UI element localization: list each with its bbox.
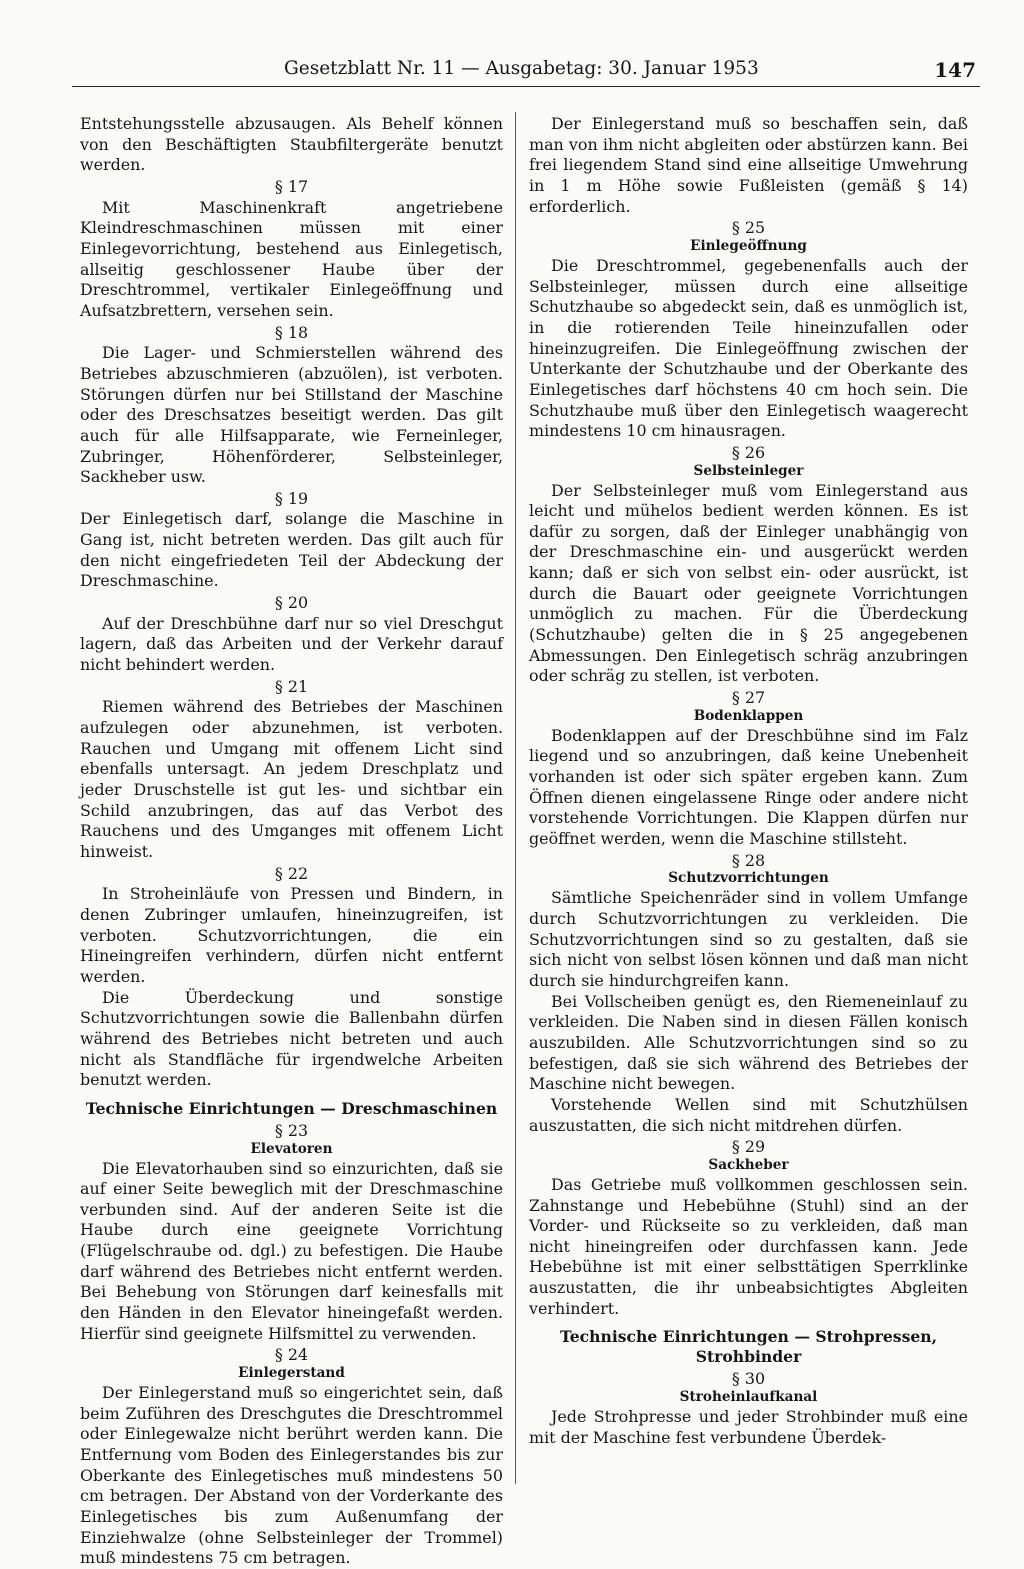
- chapter-heading: Technische Einrichtungen — Strohpressen, Strohbinder: [559, 1327, 938, 1367]
- paragraph: Sämtliche Speichenräder sind in vollem Umfange durch Schutzvorrichtungen zu verkleiden. Die Schutzvorrichtungen sind so zu gestalten, daß sie sich nicht von selbst lösen können und daß man nicht durch sie hindurchgreifen kann.: [529, 888, 968, 990]
- section-number: § 26: [731, 442, 766, 462]
- paragraph: Das Getriebe muß vollkommen geschlossen sein. Zahnstange und Hebebühne (Stuhl) sind an der Vorder- und Rückseite so zu verkleiden, daß man nicht hineingreifen oder durchfassen kann. Jede Hebebühne ist mit einer selbsttätigen Sperrklinke auszustatten, die ihr unbeabsichtigtes Abgleiten verhindert.: [529, 1174, 968, 1318]
- section-title: Bodenklappen: [693, 707, 804, 724]
- section-title: Stroheinlaufkanal: [679, 1389, 818, 1406]
- section-number: § 27: [731, 688, 766, 708]
- section-number: § 29: [731, 1137, 766, 1157]
- section-number: § 22: [274, 863, 309, 883]
- section-title: Einlegerstand: [238, 1365, 345, 1382]
- paragraph: Die Dreschtrommel, gegebenenfalls auch der Selbsteinleger, müssen durch eine allseitige Schutzhaube so abgedeckt sein, daß es unmöglich ist, in die rotierenden Teile hineinzufallen oder hineinzugreifen. Die Einlegeöffnung zwischen der Unterkante der Schutzhaube und der Oberkante des Einlegetisches darf höchstens 40 cm hoch sein. Die Schutzhaube muß über den Einlegetisch waagerecht mindestens 10 cm hinausragen.: [529, 255, 968, 441]
- paragraph: Die Überdeckung und sonstige Schutzvorrichtungen sowie die Ballenbahn dürfen während des Betriebes nicht betreten und auch nicht als Standfläche für irgendwelche Arbeiten benutzt werden.: [80, 987, 503, 1090]
- paragraph: Jede Strohpresse und jeder Strohbinder muß eine mit der Maschine fest verbundene Überdek-: [529, 1407, 968, 1447]
- paragraph: Der Einlegerstand muß so beschaffen sein, daß man von ihm nicht abgleiten oder abstürzen kann. Bei frei liegendem Stand sind eine allseitige Umwehrung in 1 m Höhe sowie Fußleisten (gemäß § 14) erforderlich.: [529, 114, 968, 216]
- section-number: § 17: [274, 176, 309, 196]
- paragraph: Entstehungsstelle abzusaugen. Als Behelf können von den Beschäftigten Staubfiltergeräte benutzt werden.: [80, 114, 503, 175]
- left-column: [80, 114, 503, 1569]
- paragraph: Der Einlegerstand muß so eingerichtet sein, daß beim Zuführen des Dreschgutes die Dreschtrommel oder Einlegewalze nicht berührt werden kann. Die Entfernung vom Boden des Einlegerstandes bis zur Oberkante des Einlegetisches muß mindestens 50 cm betragen. Der Abstand von der Vorderkante des Einlegetisches bis zum Außenumfang der Einziehwalze (ohne Selbsteinleger der Trommel) muß mindestens 75 cm betragen.: [80, 1383, 503, 1568]
- section-number: § 19: [274, 488, 309, 508]
- page-number: 147: [934, 58, 976, 82]
- column-divider: [515, 112, 516, 1484]
- paragraph: Mit Maschinenkraft angetriebene Kleindreschmaschinen müssen mit einer Einlegevorrichtung, bestehend aus Einlegetisch, allseitig geschlossener Haube über der Dreschtrommel, vertikaler Einlegeöffnung und Aufsatzbrettern, versehen sein.: [80, 197, 503, 320]
- paragraph: Riemen während des Betriebes der Maschinen aufzulegen oder abzunehmen, ist verboten. Rauchen und Umgang mit offenem Licht sind ebenfalls untersagt. An jedem Dreschplatz und jeder Druschstelle ist gut les- und sichtbar ein Schild anzubringen, das auf das Verbot des Rauchens und des Umganges mit offenem Licht hinweist.: [80, 697, 503, 861]
- paragraph: Der Einlegetisch darf, solange die Maschine in Gang ist, nicht betreten werden. Das gilt auch für den nicht eingefriedeten Teil der Abdeckung der Dreschmaschine.: [80, 509, 503, 591]
- paragraph: Bodenklappen auf der Dreschbühne sind im Falz liegend und so anzubringen, daß keine Unebenheit vorhanden ist oder sich später ergeben kann. Zum Öffnen dienen eingelassene Ringe oder andere nicht vorstehende Vorrichtungen. Die Klappen dürfen nur geöffnet werden, wenn die Maschine stillsteht.: [529, 725, 968, 848]
- section-number: § 24: [274, 1345, 309, 1365]
- right-column: [529, 114, 968, 1448]
- section-title: Selbsteinleger: [693, 462, 804, 479]
- paragraph: Vorstehende Wellen sind mit Schutzhülsen auszustatten, die sich nicht mitdrehen dürfen.: [529, 1094, 968, 1135]
- section-number: § 18: [274, 322, 309, 342]
- section-number: § 21: [274, 676, 309, 696]
- header-title: Gesetzblatt Nr. 11 — Ausgabetag: 30. Januar 1953: [284, 58, 759, 79]
- section-number: § 23: [274, 1120, 309, 1140]
- section-number: § 30: [731, 1369, 766, 1389]
- section-title: Schutzvorrichtungen: [668, 870, 829, 887]
- paragraph: Der Selbsteinleger muß vom Einlegerstand aus leicht und mühelos bedient werden können. Es ist dafür zu sorgen, daß der Einleger unabhängig von der Dreschmaschine ein- und ausgerückt werden kann; daß er sich von selbst ein- oder ausrückt, ist durch die Bauart oder geeignete Vorrichtungen unmöglich zu machen. Für die Überdeckung (Schutzhaube) gelten die in § 25 angegebenen Abmessungen. Den Einlegetisch schräg anzubringen oder schräg zu stellen, ist verboten.: [529, 480, 968, 686]
- paragraph: Die Lager- und Schmierstellen während des Betriebes abzuschmieren (abzuölen), ist verboten. Störungen dürfen nur bei Stillstand der Maschine oder des Dreschsatzes beseitigt werden. Das gilt auch für alle Hilfsapparate, wie Ferneinleger, Zubringer, Höhenförderer, Selbsteinleger, Sackheber usw.: [80, 343, 503, 487]
- section-number: § 20: [274, 593, 309, 613]
- chapter-heading: Technische Einrichtungen — Dreschmaschinen: [85, 1098, 498, 1118]
- paragraph: Bei Vollscheiben genügt es, den Riemeneinlauf zu verkleiden. Die Naben sind in diesen Fällen konisch auszubilden. Alle Schutzvorrichtungen sind so zu befestigen, daß sie sich während des Betriebes der Maschine nicht bewegen.: [529, 991, 968, 1094]
- paragraph: In Stroheinläufe von Pressen und Bindern, in denen Zubringer umlaufen, hineinzugreifen, ist verboten. Schutzvorrichtungen, die ein Hineingreifen verhindern, dürfen nicht entfernt werden.: [80, 884, 503, 986]
- section-title: Einlegeöffnung: [690, 237, 807, 254]
- section-number: § 28: [731, 850, 766, 870]
- paragraph: Die Elevatorhauben sind so einzurichten, daß sie auf einer Seite beweglich mit der Dreschmaschine verbunden sind. Auf der anderen Seite ist die Haube durch eine geeignete Vorrichtung (Flügelschraube od. dgl.) zu befestigen. Die Haube darf während des Betriebes nicht entfernt werden. Bei Behebung von Störungen darf keinesfalls mit den Händen in den Elevator hineingefaßt werden. Hierfür sind geeignete Hilfsmittel zu verwenden.: [80, 1158, 503, 1343]
- paragraph: Auf der Dreschbühne darf nur so viel Dreschgut lagern, daß das Arbeiten und der Verkehr darauf nicht behindert werden.: [80, 613, 503, 675]
- page-header: [72, 58, 980, 87]
- section-title: Sackheber: [708, 1156, 789, 1173]
- section-title: Elevatoren: [250, 1140, 333, 1157]
- section-number: § 25: [731, 218, 766, 238]
